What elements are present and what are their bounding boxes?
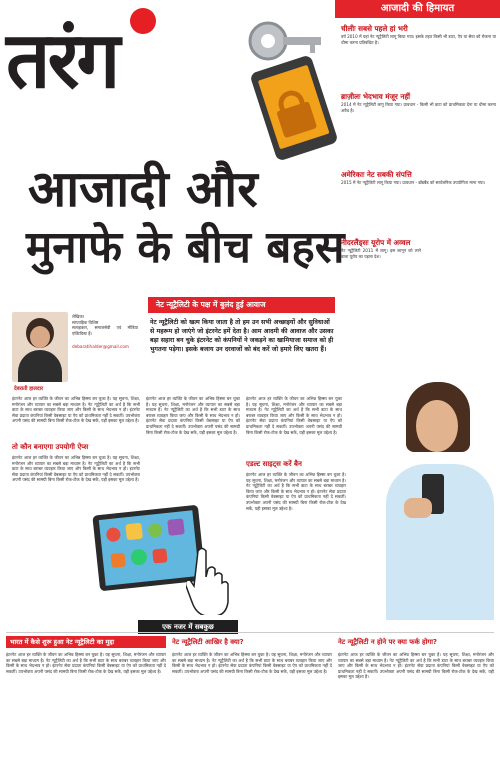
body-col1-b: इंटरनेट आज हर व्यक्ति के जीवन का अभिन्न हिस्सा बन चुका है। यह सूचना, शिक्षा, मनोरंजन और व्यापार का सबसे बड़ा माध्यम है। नेट न्यूट्रैलिटी का अर्थ है कि सभी डाटा के साथ बराबर व्यवहार किया जाए और किसी के साथ भेदभाव न हो। इंटरनेट सेवा प्रदाता कंपनियां किसी वेबसाइट या ऐप को प्राथमिकता नहीं दे सकतीं। उपभोक्ता अपनी पसंद की सामग्री बिना किसी रोक-टोक के देख सकें, यही इसका मूल उद्देश्य है। [12, 455, 140, 483]
woman-with-phone-photo [380, 378, 496, 620]
sidebar-sec4-text: नेट न्यूट्रैलिटी 2011 में लागू। इस कानून को लाने वाला यूरोप का पहला देश। [341, 248, 421, 259]
body-col3-a: इंटरनेट आज हर व्यक्ति के जीवन का अभिन्न हिस्सा बन चुका है। यह सूचना, शिक्षा, मनोरंजन और व्यापार का सबसे बड़ा माध्यम है। नेट न्यूट्रैलिटी का अर्थ है कि सभी डाटा के साथ बराबर व्यवहार किया जाए और किसी के साथ भेदभाव न हो। इंटरनेट सेवा प्रदाता कंपनियां किसी वेबसाइट या ऐप को प्राथमिकता नहीं दे सकतीं। उपभोक्ता अपनी पसंद की सामग्री बिना किसी रोक-टोक के देख सकें, यही इसका मूल उद्देश्य है। [246, 396, 342, 435]
bottom-section-1-text: इंटरनेट आज हर व्यक्ति के जीवन का अभिन्न हिस्सा बन चुका है। यह सूचना, शिक्षा, मनोरंजन और व्यापार का सबसे बड़ा माध्यम है। नेट न्यूट्रैलिटी का अर्थ है कि सभी डाटा के साथ बराबर व्यवहार किया जाए और किसी के साथ भेदभाव न हो। इंटरनेट सेवा प्रदाता कंपनियां किसी वेबसाइट या ऐप को प्राथमिकता नहीं दे सकतीं। उपभोक्ता अपनी पसंद की सामग्री बिना किसी रोक-टोक के देख सकें, यही इसका मूल उद्देश्य है। [6, 652, 166, 674]
logo-dot [130, 8, 156, 34]
byline-email: debaratihalder@gmail.com [72, 344, 129, 350]
sidebar-sec2-text: 2014 में नेट न्यूट्रैलिटी लागू किया गया। प्रावधान - किसी भी डाटा को प्राथमिकता देना या धीमा करना अवैध है। [341, 102, 496, 113]
bottom-section-2-title: नेट न्यूट्रैलिटी आखिर है क्या? [172, 638, 244, 646]
bottom-section-2-text: इंटरनेट आज हर व्यक्ति के जीवन का अभिन्न हिस्सा बन चुका है। यह सूचना, शिक्षा, मनोरंजन और व्यापार का सबसे बड़ा माध्यम है। नेट न्यूट्रैलिटी का अर्थ है कि सभी डाटा के साथ बराबर व्यवहार किया जाए और किसी के साथ भेदभाव न हो। इंटरनेट सेवा प्रदाता कंपनियां किसी वेबसाइट या ऐप को प्राथमिकता नहीं दे सकतीं। उपभोक्ता अपनी पसंद की सामग्री बिना किसी रोक-टोक के देख सकें, यही इसका मूल उद्देश्य है। [172, 652, 332, 674]
body-col1-a: इंटरनेट आज हर व्यक्ति के जीवन का अभिन्न हिस्सा बन चुका है। यह सूचना, शिक्षा, मनोरंजन और व्यापार का सबसे बड़ा माध्यम है। नेट न्यूट्रैलिटी का अर्थ है कि सभी डाटा के साथ बराबर व्यवहार किया जाए और किसी के साथ भेदभाव न हो। इंटरनेट सेवा प्रदाता कंपनियां किसी वेबसाइट या ऐप को प्राथमिकता नहीं दे सकतीं। उपभोक्ता अपनी पसंद की सामग्री बिना किसी रोक-टोक के देख सकें, यही इसका मूल उद्देश्य है। [12, 396, 140, 424]
byline-role: लेखिका [72, 314, 84, 319]
intro-paragraph: नेट न्यूट्रैलिटी को खत्म किया जाता है तो हम उन सभी अच्छाइयों और सुविधाओं से महरूम हो जाएंगे जो इंटरनेट हमें देता है। आम आदमी की आवाज और उसका बड़ा सहारा बन चुके इंटरनेट को कंपनियों ने जकड़ने का खामियाजा समाज को ही भुगतना पड़ेगा। इसके बजाय उन दरवाजों को बंद करें जो हमारे लिए खतरा हैं। [150, 319, 334, 353]
sidebar-sec1-title: चीलीः सबसे पहले हां भरी [341, 24, 408, 33]
sidebar-sec1-text: वर्ष 2010 में यहां नेट न्यूट्रैलिटी लागू किया गया। इसके तहत किसी भी डाटा, ऐप या सेवा को रोकना या धीमा करना प्रतिबंधित है। [341, 34, 496, 45]
bottom-section-1-title: भारत में कैसे शुरू हुआ नेट न्यूट्रैलिटी का मुद्दा [6, 636, 166, 648]
ad-section-title: एडल्ट साइट्स करें बैन [246, 460, 302, 468]
body-col3-b: इंटरनेट आज हर व्यक्ति के जीवन का अभिन्न हिस्सा बन चुका है। यह सूचना, शिक्षा, मनोरंजन और व्यापार का सबसे बड़ा माध्यम है। नेट न्यूट्रैलिटी का अर्थ है कि सभी डाटा के साथ बराबर व्यवहार किया जाए और किसी के साथ भेदभाव न हो। इंटरनेट सेवा प्रदाता कंपनियां किसी वेबसाइट या ऐप को प्राथमिकता नहीं दे सकतीं। उपभोक्ता अपनी पसंद की सामग्री बिना किसी रोक-टोक के देख सकें, यही इसका मूल उद्देश्य है। [246, 472, 346, 511]
sidebar-sec4-title: नीदरलैंड्सः यूरोप में अव्वल [341, 238, 411, 247]
body-col2: इंटरनेट आज हर व्यक्ति के जीवन का अभिन्न हिस्सा बन चुका है। यह सूचना, शिक्षा, मनोरंजन और व्यापार का सबसे बड़ा माध्यम है। नेट न्यूट्रैलिटी का अर्थ है कि सभी डाटा के साथ बराबर व्यवहार किया जाए और किसी के साथ भेदभाव न हो। इंटरनेट सेवा प्रदाता कंपनियां किसी वेबसाइट या ऐप को प्राथमिकता नहीं दे सकतीं। उपभोक्ता अपनी पसंद की सामग्री बिना किसी रोक-टोक के देख सकें, यही इसका मूल उद्देश्य है। [146, 396, 240, 435]
bottom-section-3-title: नेट न्यूट्रैलिटी न होने पर क्या फर्क होगा? [338, 638, 437, 646]
byline-desc: सलाहकार, समाजसेवी एवं मीडिया एक्टिविस्ट हैं। [72, 325, 138, 336]
sidebar-sec2-title: ब्राज़ीलः भेदभाव मंजूर नहीं [341, 92, 411, 101]
byline-name: देबराती हालदार [14, 386, 44, 392]
col1-section-title: तो कौन बनाएगा उपयोगी ऐप्स [12, 443, 89, 451]
divider [6, 632, 494, 633]
hand-pointer-icon [186, 545, 230, 615]
sidebar-title: आजादी की हिमायत [335, 0, 500, 18]
headline-line2: मुनाफे के बीच बहस [26, 222, 345, 273]
sidebar [335, 0, 500, 400]
byline-org: साप्ताहिक विशिष्ट [72, 319, 99, 325]
subhead-bar: नेट न्यूट्रैलिटी के पक्ष में बुलंद हुई आवाज [148, 297, 335, 313]
author-photo [12, 312, 68, 382]
sidebar-sec3-title: अमेरिकाः नेट सबकी संपत्ति [341, 170, 412, 179]
byline [72, 314, 138, 350]
headline-line1: आजादी और [28, 160, 258, 218]
masthead-logo: तरंग [6, 15, 118, 106]
glance-banner: एक नजर में सबकुछ [138, 620, 238, 634]
sidebar-sec3-text: 2015 में नेट न्यूट्रैलिटी लागू किया गया। प्रावधान - ब्रॉडबैंड को सार्वजनिक उपयोगिता माना गया। [341, 180, 486, 185]
bottom-section-3-text: इंटरनेट आज हर व्यक्ति के जीवन का अभिन्न हिस्सा बन चुका है। यह सूचना, शिक्षा, मनोरंजन और व्यापार का सबसे बड़ा माध्यम है। नेट न्यूट्रैलिटी का अर्थ है कि सभी डाटा के साथ बराबर व्यवहार किया जाए और किसी के साथ भेदभाव न हो। इंटरनेट सेवा प्रदाता कंपनियां किसी वेबसाइट या ऐप को प्राथमिकता नहीं दे सकतीं। उपभोक्ता अपनी पसंद की सामग्री बिना किसी रोक-टोक के देख सकें, यही इसका मूल उद्देश्य है। [338, 652, 494, 680]
